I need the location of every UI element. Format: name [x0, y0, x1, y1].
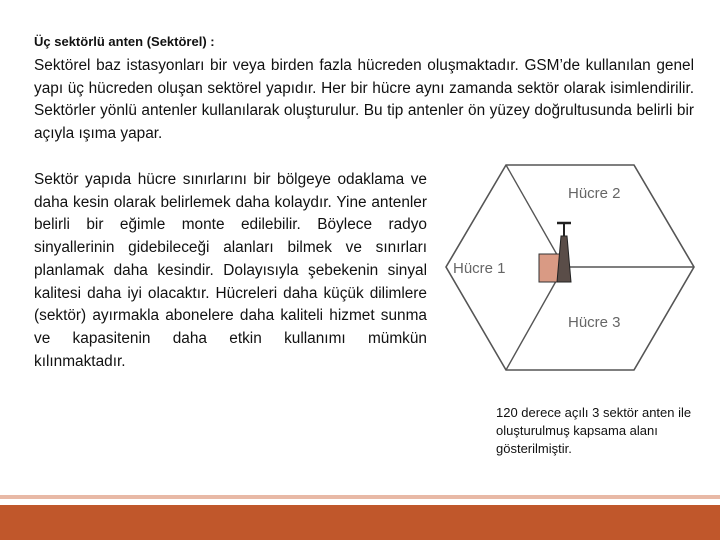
cell-1-label: Hücre 1 [453, 260, 506, 277]
sector-divider-upper [506, 165, 564, 267]
body-paragraph: Sektör yapıda hücre sınırlarını bir bölgeye odaklama ve daha kesin olarak belirlemek daha kolaydır. Yine antenler belirli bir eğimle monte edilebilir. Böylece radyo sinyallerinin gidebileceği alanları bilmek ve sınırları planlamak daha kesindir. Dolayısıyla şebekenin sinyal kalitesi daha iyi olacaktır. Hücreleri daha küçük dilimlere (sektör) ayırmakla abonelere daha kaliteli hizmet sunma ve kapasitenin daha etkin kullanımı mümkün kılınmaktadır. [34, 171, 427, 370]
diagram-caption: 120 derece açılı 3 sektör anten ile oluşturulmuş kapsama alanı gösterilmiştir. [496, 405, 692, 456]
antenna-body [557, 236, 571, 282]
cell-2-label: Hücre 2 [568, 185, 621, 202]
footer-bar [0, 505, 720, 540]
slide-heading: Üç sektörlü anten (Sektörel) : [34, 34, 215, 49]
intro-paragraph: Sektörel baz istasyonları bir veya birden fazla hücreden oluşmaktadır. GSM’de kullanılan genel yapı üç hücreden oluşan sektörel yapıdır. Her bir hücre aynı zamanda sektör olarak isimlendirilir. Sektörler yönlü antenler kullanılarak oluşturulur. Bu tip antenler ön yüzey doğrultusunda belirli bir açıyla ışıma yapar. [34, 57, 694, 142]
footer-accent-line [0, 495, 720, 499]
sector-diagram [440, 160, 696, 380]
cell-3-label: Hücre 3 [568, 314, 621, 331]
